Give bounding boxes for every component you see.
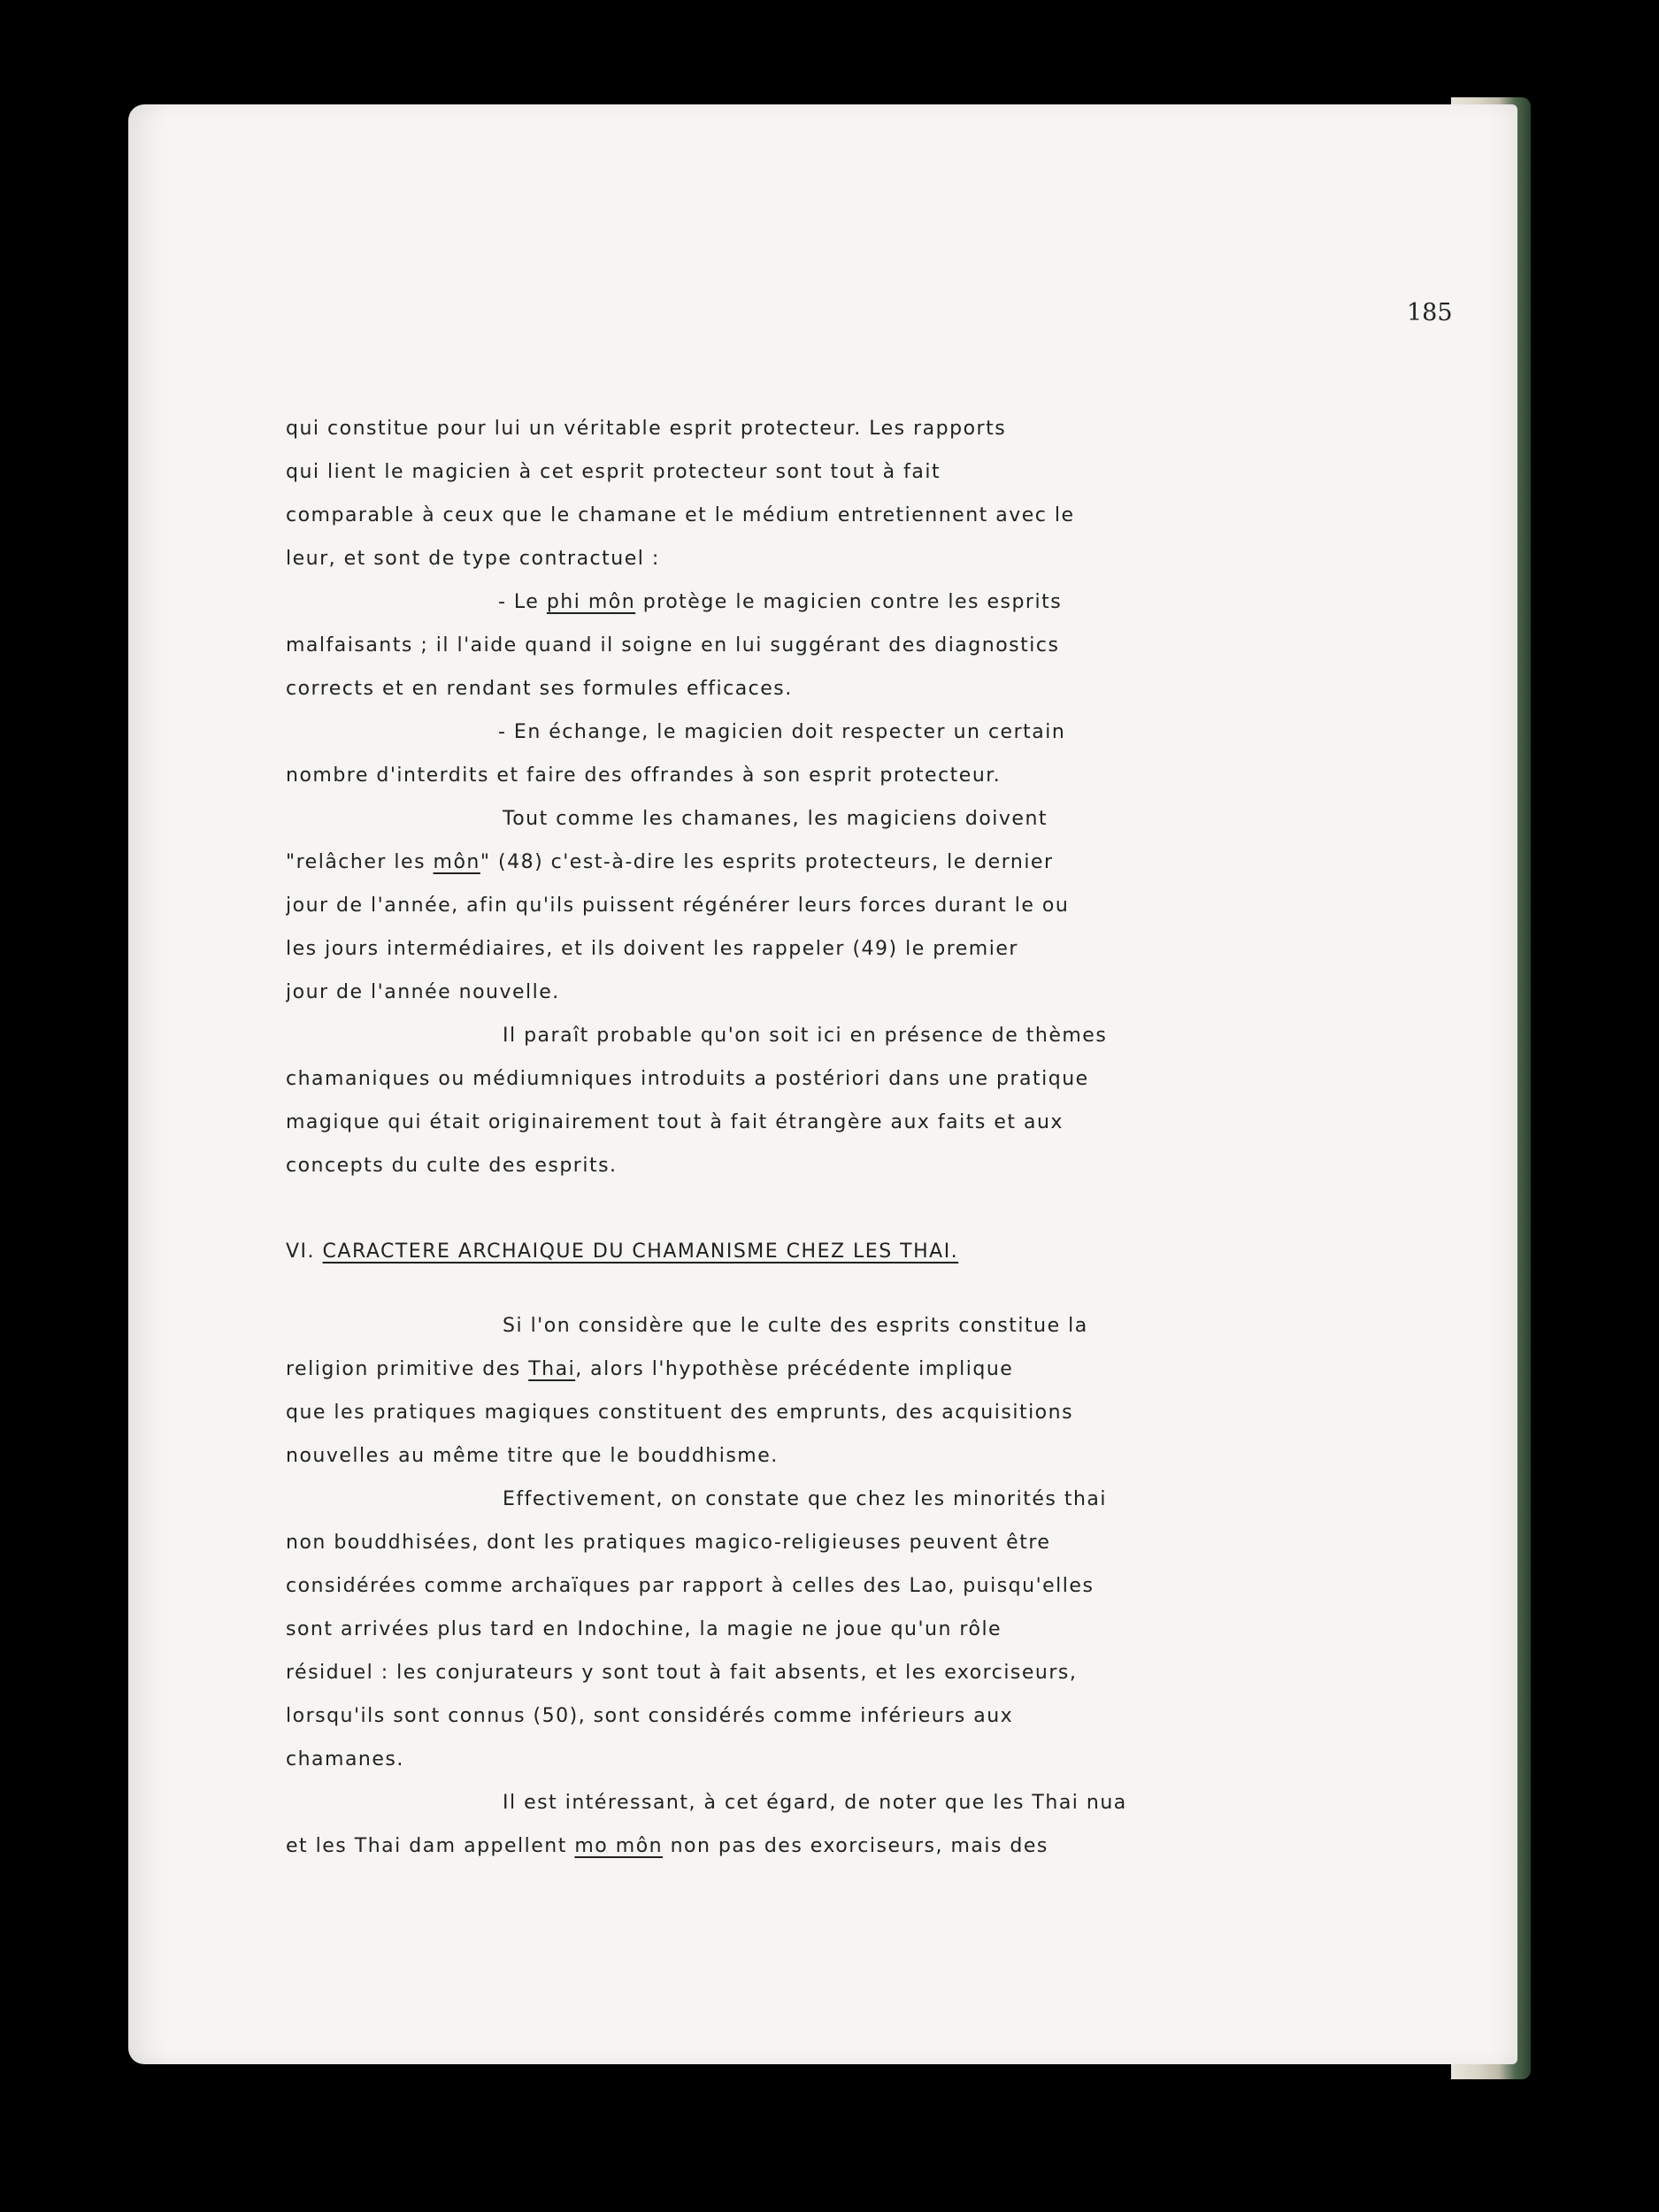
text-line: - En échange, le magicien doit respecter un certain bbox=[498, 721, 1066, 743]
text-line: nombre d'interdits et faire des offrandes à son esprit protecteur. bbox=[286, 764, 1002, 787]
text-line: "relâcher les môn" (48) c'est-à-dire les esprits protecteurs, le dernier bbox=[286, 851, 1054, 873]
body-text bbox=[286, 407, 1286, 1868]
text-line: Il paraît probable qu'on soit ici en présence de thèmes bbox=[503, 1025, 1108, 1047]
text-line: les jours intermédiaires, et ils doivent les rappeler (49) le premier bbox=[286, 938, 1018, 960]
underlined-term: mo môn bbox=[574, 1835, 664, 1857]
text-line: qui constitue pour lui un véritable esprit protecteur. Les rapports bbox=[286, 418, 1007, 440]
text-line: Tout comme les chamanes, les magiciens doivent bbox=[503, 808, 1048, 830]
text-line: malfaisants ; il l'aide quand il soigne en lui suggérant des diagnostics bbox=[286, 634, 1060, 657]
text-line: chamanes. bbox=[286, 1748, 404, 1770]
text-line: jour de l'année nouvelle. bbox=[286, 981, 560, 1003]
text-line: nouvelles au même titre que le bouddhisme. bbox=[286, 1445, 779, 1467]
text-line: que les pratiques magiques constituent des emprunts, des acquisitions bbox=[286, 1402, 1074, 1424]
text-line: chamaniques ou médiumniques introduits a postériori dans une pratique bbox=[286, 1068, 1089, 1090]
section-title: CARACTERE ARCHAIQUE DU CHAMANISME CHEZ LES THAI. bbox=[322, 1240, 959, 1263]
text-line: comparable à ceux que le chamane et le médium entretiennent avec le bbox=[286, 504, 1075, 526]
text-line: lorsqu'ils sont connus (50), sont considérés comme inférieurs aux bbox=[286, 1705, 1014, 1727]
text-line: corrects et en rendant ses formules efficaces. bbox=[286, 678, 793, 700]
text-line: qui lient le magicien à cet esprit protecteur sont tout à fait bbox=[286, 461, 941, 483]
text-line: sont arrivées plus tard en Indochine, la magie ne joue qu'un rôle bbox=[286, 1618, 1002, 1640]
underlined-term: môn bbox=[433, 851, 480, 873]
text-line: Effectivement, on constate que chez les minorités thai bbox=[503, 1488, 1107, 1510]
underlined-term: phi môn bbox=[546, 591, 636, 613]
section-number: VI. bbox=[286, 1240, 316, 1263]
text-line: non bouddhisées, dont les pratiques magico-religieuses peuvent être bbox=[286, 1532, 1051, 1554]
text-line: magique qui était originairement tout à fait étrangère aux faits et aux bbox=[286, 1111, 1064, 1133]
section-heading bbox=[286, 1230, 1286, 1273]
underlined-term: Thai bbox=[528, 1358, 576, 1380]
text-line: concepts du culte des esprits. bbox=[286, 1155, 618, 1177]
text-line: résiduel : les conjurateurs y sont tout à fait absents, et les exorciseurs, bbox=[286, 1662, 1078, 1684]
text-line: Si l'on considère que le culte des esprits constitue la bbox=[503, 1315, 1088, 1337]
text-line: leur, et sont de type contractuel : bbox=[286, 548, 660, 570]
text-line: jour de l'année, afin qu'ils puissent régénérer leurs forces durant le ou bbox=[286, 895, 1070, 917]
text-line: considérées comme archaïques par rapport à celles des Lao, puisqu'elles bbox=[286, 1575, 1094, 1597]
text-line: Il est intéressant, à cet égard, de noter que les Thai nua bbox=[503, 1792, 1127, 1814]
text-line: religion primitive des Thai, alors l'hypothèse précédente implique bbox=[286, 1358, 1014, 1380]
text-line: et les Thai dam appellent mo môn non pas des exorciseurs, mais des bbox=[286, 1835, 1048, 1857]
text-line: - Le phi môn protège le magicien contre les esprits bbox=[498, 591, 1063, 613]
page-number: 185 bbox=[1407, 299, 1453, 326]
